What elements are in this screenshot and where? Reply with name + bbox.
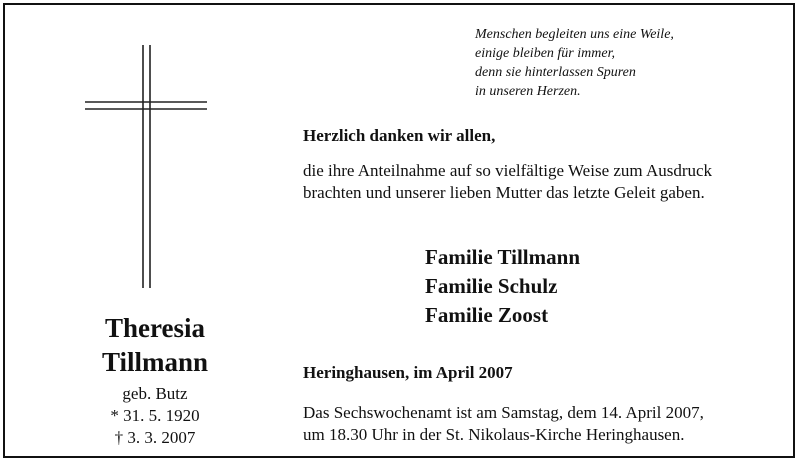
family-name: Familie Tillmann xyxy=(425,245,580,269)
poem-line: einige bleiben für immer, xyxy=(475,46,615,61)
obituary-card xyxy=(3,3,795,458)
death-date: † 3. 3. 2007 xyxy=(114,428,196,447)
family-name: Familie Zoost xyxy=(425,303,549,327)
service-line: um 18.30 Uhr in der St. Nikolaus-Kirche Heringhausen. xyxy=(303,425,685,444)
family-signatures xyxy=(425,243,580,330)
thanks-line: die ihre Anteilnahme auf so vielfältige Weise zum Ausdruck xyxy=(303,161,713,180)
maiden-name: geb. Butz xyxy=(122,384,188,403)
poem xyxy=(475,25,674,101)
service-info xyxy=(303,402,783,446)
thanks-line: brachten und unserer lieben Mutter das letzte Geleit gaben. xyxy=(303,183,705,202)
poem-line: in unseren Herzen. xyxy=(475,84,581,99)
cross-icon xyxy=(85,45,210,290)
deceased-last-name: Tillmann xyxy=(101,347,209,377)
deceased-block xyxy=(65,311,245,449)
service-line: Das Sechswochenamt ist am Samstag, dem 14. April 2007, xyxy=(303,403,704,422)
thanks-body xyxy=(303,160,783,204)
poem-line: Menschen begleiten uns eine Weile, xyxy=(475,27,674,42)
place-date: Heringhausen, im April 2007 xyxy=(303,363,513,382)
thanks-heading: Herzlich danken wir allen, xyxy=(303,126,496,145)
birth-date: * 31. 5. 1920 xyxy=(110,406,200,425)
deceased-first-name: Theresia xyxy=(105,313,205,343)
family-name: Familie Schulz xyxy=(425,274,558,298)
poem-line: denn sie hinterlassen Spuren xyxy=(475,65,636,80)
